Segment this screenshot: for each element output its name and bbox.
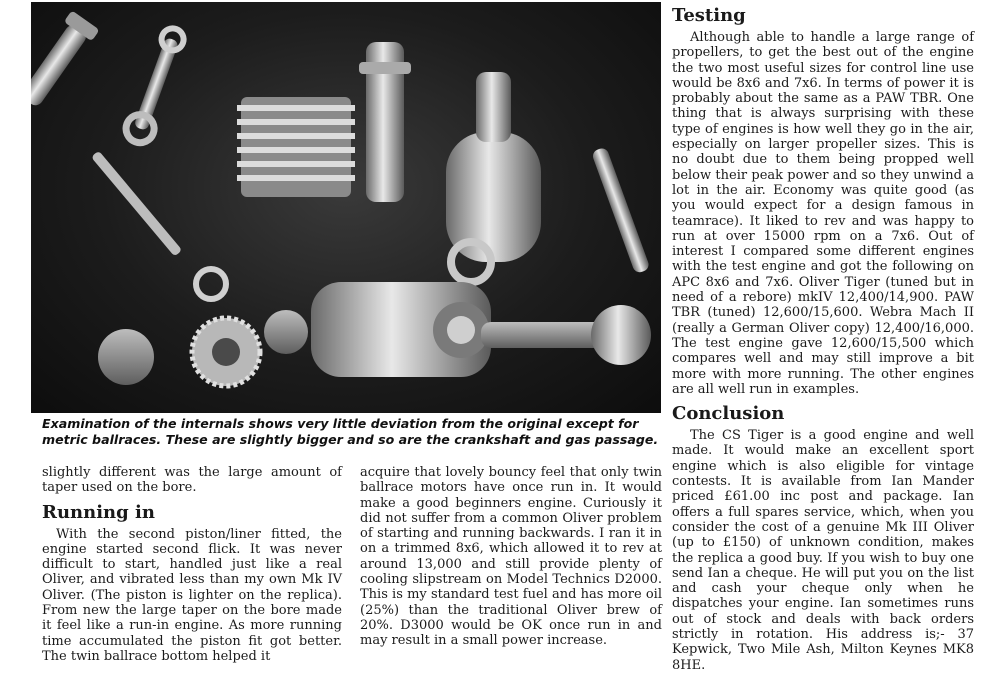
column-left [42, 465, 342, 664]
photo-caption: Examination of the internals shows very little deviation from the original except for metric ballraces. These are slightly bigger and so are the crankshaft and gas passage. [42, 416, 659, 447]
engine-parts-illustration [31, 2, 661, 413]
testing-paragraph: Although able to handle a large range of propellers, to get the best out of the engine the two most useful sizes for control line use would be 8x6 and 7x6. In terms of power it is probably about the same as a PAW TBR. One thing that is always surprising with these type of engines is how well they go in the air, especially on larger propeller sizes. This is no doubt due to them being propped well below their peak power and so they unwind a lot in the air. Economy was quite good (as you would expect for a design famous in teamrace). It liked to rev and was happy to run at over 15000 rpm on a 7x6. Out of interest I compared some different engines with the test engine and got the following on APC 8x6 and 7x6. Oliver Tiger (tuned but in need of a rebore) mkIV 12,400/14,900. PAW TBR (tuned) 12,600/15,600. Webra Mach II (really a German Oliver copy) 12,400/16,000. The test engine gave 12,600/15,500 which compares well and may still improve a bit more with more running. The other engines are all well run in examples. [672, 30, 974, 397]
testing-heading: Testing [672, 5, 746, 26]
continuation-paragraph: acquire that lovely bouncy feel that only twin ballrace motors have once run in. It would make a good beginners engine. Curiously it did not suffer from a common Oliver problem of starting and running backwards. I ran it in on a trimmed 8x6, which allowed it to rev at around 13,000 and still provide plenty of cooling slipstream on Model Technics D2000. This is my standard test fuel and has more oil (25%) than the traditional Oliver brew of 20%. D3000 would be OK once run in and may result in a small power increase. [360, 465, 662, 649]
column-right [672, 5, 974, 673]
conclusion-heading: Conclusion [672, 403, 785, 425]
intro-paragraph: slightly different was the large amount of taper used on the bore. [42, 465, 342, 496]
running-in-paragraph: With the second piston/liner fitted, the engine started second flick. It was never difficult to start, handled just like a real Oliver, and vibrated less than my own Mk IV Oliver. (The piston is lighter on the replica). From new the large taper on the bore made it feel like a run-in engine. As more running time accumulated the piston fit got better. The twin ballrace bottom helped it [42, 526, 342, 664]
engine-internals-photo [31, 2, 661, 413]
conclusion-paragraph: The CS Tiger is a good engine and well made. It would make an excellent sport engine which is also eligible for vintage contests. It is available from Ian Mander priced £61.00 inc post and package. Ian offers a full spares service, which, when you consider the cost of a genuine Mk III Oliver (up to £150) of unknown condition, makes the replica a good buy. If you wish to buy one send Ian a cheque. He will put you on the list and cash your cheque only when he dispatches your engine. Ian sometimes runs out of stock and deals with back orders strictly in rotation. His address is;- 37 Kepwick, Two Mile Ash, Milton Keynes MK8 8HE. [672, 428, 974, 673]
column-middle [360, 465, 662, 649]
running-in-heading: Running in [42, 501, 155, 523]
